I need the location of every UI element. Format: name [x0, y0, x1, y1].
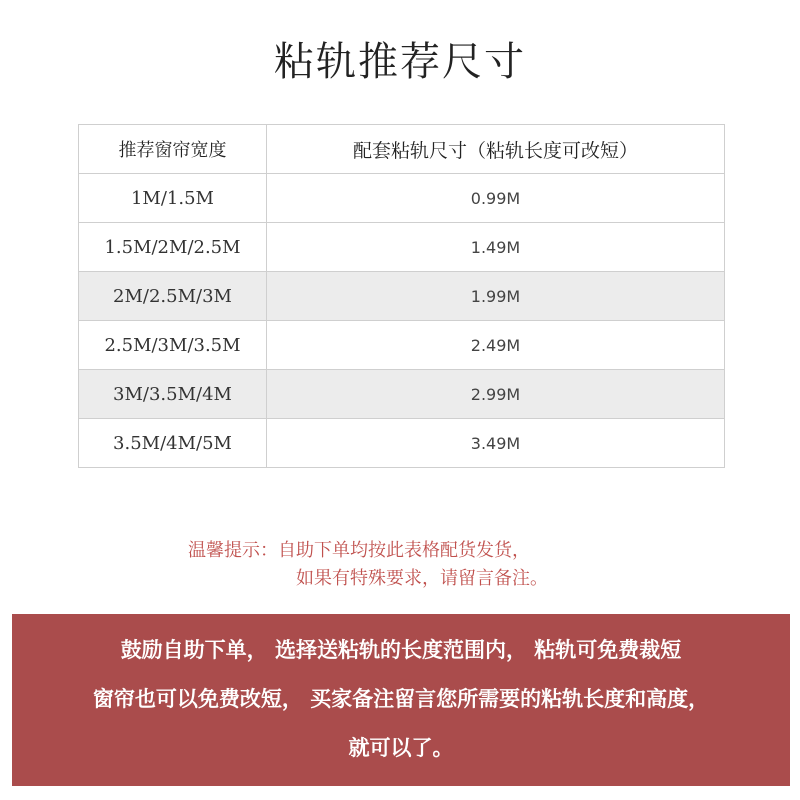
table-row [79, 174, 725, 223]
table-row [79, 223, 725, 272]
banner-line-2: 窗帘也可以免费改短， 买家备注留言您所需要的粘轨长度和高度， [92, 687, 710, 711]
header-track-size: 配套粘轨尺寸（粘轨长度可改短） [267, 125, 725, 174]
track-size-cell: 0.99M [267, 174, 725, 223]
track-size-cell: 3.49M [267, 419, 725, 468]
table-row [79, 272, 725, 321]
banner-line-1: 鼓励自助下单， 选择送粘轨的长度范围内， 粘轨可免费裁短 [120, 638, 682, 662]
table-row [79, 321, 725, 370]
banner-line-3: 就可以了。 [348, 736, 454, 760]
track-size-cell: 1.49M [267, 223, 725, 272]
size-table [78, 124, 725, 468]
table-header-row [79, 125, 725, 174]
curtain-width-cell: 3.5M/4M/5M [79, 419, 267, 468]
table-row [79, 370, 725, 419]
curtain-width-cell: 2M/2.5M/3M [79, 272, 267, 321]
table-row [79, 419, 725, 468]
tip-line-2: 如果有特殊要求，请留言备注。 [296, 568, 548, 589]
warm-tip [188, 537, 618, 593]
notice-banner [12, 614, 790, 786]
page-title: 粘轨推荐尺寸 [274, 39, 526, 85]
track-size-cell: 2.49M [267, 321, 725, 370]
curtain-width-cell: 1.5M/2M/2.5M [79, 223, 267, 272]
track-size-cell: 2.99M [267, 370, 725, 419]
header-curtain-width: 推荐窗帘宽度 [79, 125, 267, 174]
curtain-width-cell: 2.5M/3M/3.5M [79, 321, 267, 370]
curtain-width-cell: 3M/3.5M/4M [79, 370, 267, 419]
curtain-width-cell: 1M/1.5M [79, 174, 267, 223]
tip-line-1: 温馨提示：自助下单均按此表格配货发货， [188, 540, 530, 561]
track-size-cell: 1.99M [267, 272, 725, 321]
